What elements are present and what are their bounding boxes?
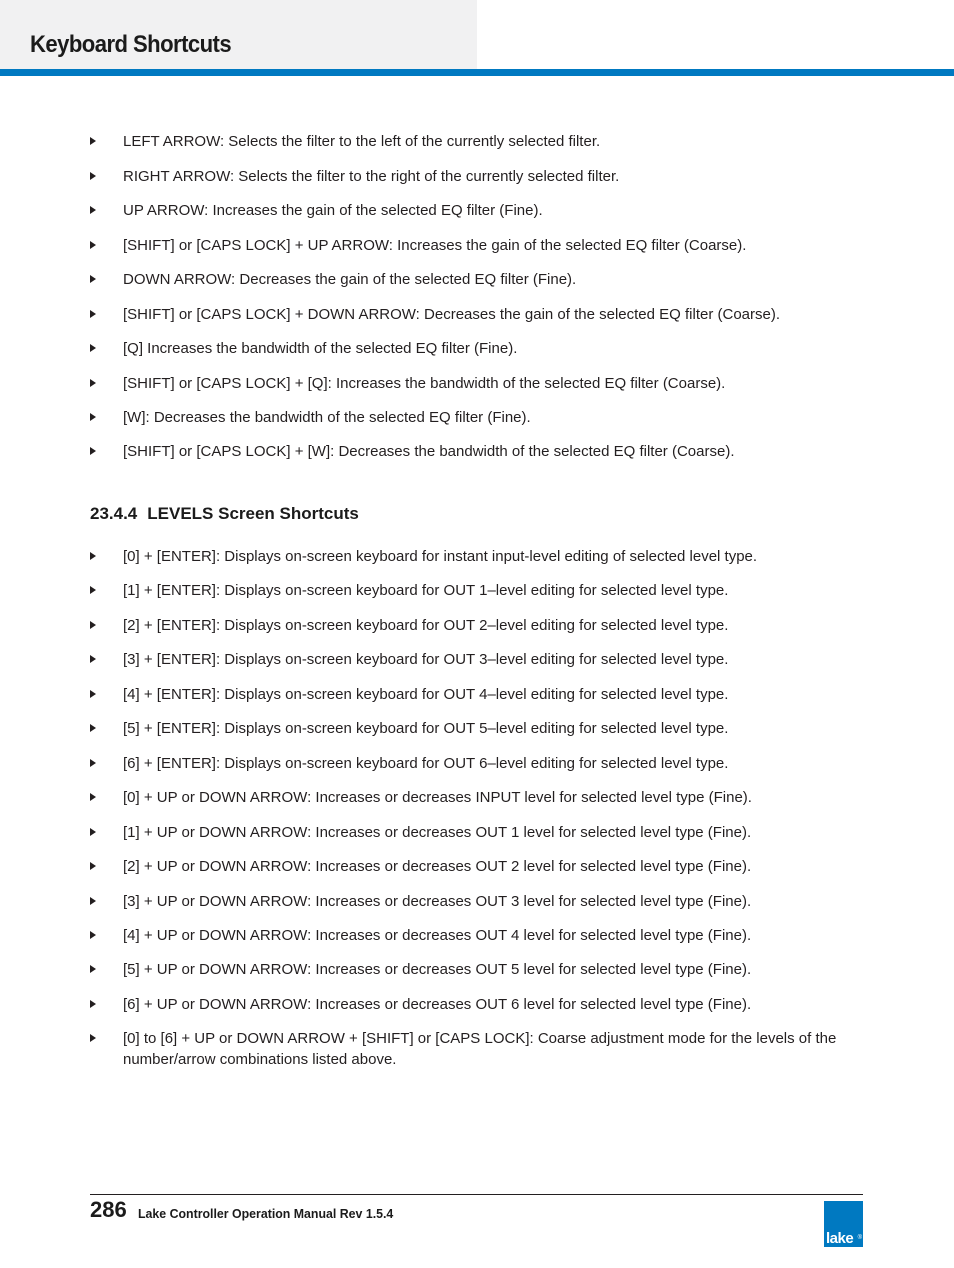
list-item-text: [W]: Decreases the bandwidth of the selected EQ filter (Fine). [123,409,531,426]
list-item-text: [3] + UP or DOWN ARROW: Increases or decreases OUT 3 level for selected level type (Fine). [123,893,752,910]
list-item-text: RIGHT ARROW: Selects the filter to the right of the currently selected filter. [123,168,620,185]
page-title: Keyboard Shortcuts [30,31,232,58]
list-item-text: [0] + UP or DOWN ARROW: Increases or decreases INPUT level for selected level type (Fine). [123,789,752,806]
bullet-triangle-icon [90,690,96,698]
bullet-triangle-icon [90,862,96,870]
page-number: 286 [90,1197,127,1222]
list-item [90,304,870,325]
list-item-text: [SHIFT] or [CAPS LOCK] + [Q]: Increases the bandwidth of the selected EQ filter (Coarse). [123,375,726,392]
bullet-triangle-icon [90,1000,96,1008]
list-item [90,718,870,739]
list-item-text: [4] + UP or DOWN ARROW: Increases or decreases OUT 4 level for selected level type (Fine). [123,927,752,944]
list-item-text: [2] + [ENTER]: Displays on-screen keyboard for OUT 2–level editing for selected level type. [123,617,729,634]
logo-wordmark: lake [826,1230,854,1247]
bullet-triangle-icon [90,586,96,594]
list-item [90,131,870,152]
list-item-text: [1] + UP or DOWN ARROW: Increases or decreases OUT 1 level for selected level type (Fine). [123,824,752,841]
bullet-triangle-icon [90,552,96,560]
bullet-triangle-icon [90,137,96,145]
bullet-triangle-icon [90,413,96,421]
list-item-text: [Q] Increases the bandwidth of the selected EQ filter (Fine). [123,340,518,357]
bullet-triangle-icon [90,241,96,249]
list-item [90,753,870,774]
bullet-triangle-icon [90,931,96,939]
list-item [90,1028,870,1070]
list-item-text: [SHIFT] or [CAPS LOCK] + DOWN ARROW: Decreases the gain of the selected EQ filter (Coarse). [123,306,781,323]
section-number: 23.4.4 [90,504,138,523]
list-item [90,994,870,1015]
list-item-text: [6] + [ENTER]: Displays on-screen keyboard for OUT 6–level editing for selected level type. [123,755,729,772]
list-item [90,373,870,394]
bullet-triangle-icon [90,172,96,180]
list-item [90,959,870,980]
manual-title: Lake Controller Operation Manual Rev 1.5.4 [138,1206,394,1221]
bullet-triangle-icon [90,344,96,352]
section-title: LEVELS Screen Shortcuts [147,504,359,523]
list-item [90,441,870,462]
registered-mark-icon: ® [857,1235,862,1241]
list-item [90,546,870,567]
list-item [90,338,870,359]
header-divider [0,69,954,76]
footer-divider [90,1194,863,1195]
list-item [90,856,870,877]
bullet-triangle-icon [90,275,96,283]
list-item [90,615,870,636]
bullet-triangle-icon [90,379,96,387]
section-heading [90,503,359,525]
list-item-text: [5] + UP or DOWN ARROW: Increases or decreases OUT 5 level for selected level type (Fine). [123,961,752,978]
bullet-triangle-icon [90,1034,96,1042]
list-item [90,200,870,221]
list-item-text: [SHIFT] or [CAPS LOCK] + [W]: Decreases the bandwidth of the selected EQ filter (Coarse). [123,443,735,460]
bullet-triangle-icon [90,759,96,767]
bullet-triangle-icon [90,793,96,801]
list-item-text: [5] + [ENTER]: Displays on-screen keyboard for OUT 5–level editing for selected level type. [123,720,729,737]
bullet-triangle-icon [90,897,96,905]
list-item [90,649,870,670]
list-item [90,787,870,808]
bullet-triangle-icon [90,724,96,732]
list-item-text: [6] + UP or DOWN ARROW: Increases or decreases OUT 6 level for selected level type (Fine). [123,996,752,1013]
list-item [90,166,870,187]
bullet-triangle-icon [90,965,96,973]
lake-logo-icon [824,1201,863,1247]
list-item [90,235,870,256]
bullet-triangle-icon [90,447,96,455]
list-item [90,891,870,912]
list-item-text: [4] + [ENTER]: Displays on-screen keyboard for OUT 4–level editing for selected level type. [123,686,729,703]
bullet-triangle-icon [90,206,96,214]
list-item-text: UP ARROW: Increases the gain of the selected EQ filter (Fine). [123,202,543,219]
list-item [90,684,870,705]
list-item-text: [1] + [ENTER]: Displays on-screen keyboard for OUT 1–level editing for selected level type. [123,582,729,599]
bullet-triangle-icon [90,621,96,629]
list-item-text: [0] + [ENTER]: Displays on-screen keyboard for instant input-level editing of selected level type. [123,548,758,565]
bullet-triangle-icon [90,310,96,318]
list-item-text: LEFT ARROW: Selects the filter to the left of the currently selected filter. [123,133,601,150]
list-item-text: [SHIFT] or [CAPS LOCK] + UP ARROW: Increases the gain of the selected EQ filter (Coarse). [123,237,747,254]
bullet-triangle-icon [90,655,96,663]
list-item-text: [0] to [6] + UP or DOWN ARROW + [SHIFT] or [CAPS LOCK]: Coarse adjustment mode for the levels of the number/arrow combinations listed above. [123,1030,837,1068]
list-item [90,580,870,601]
list-item [90,925,870,946]
list-item-text: [2] + UP or DOWN ARROW: Increases or decreases OUT 2 level for selected level type (Fine). [123,858,752,875]
list-item [90,269,870,290]
bullet-triangle-icon [90,828,96,836]
list-item [90,407,870,428]
list-item [90,822,870,843]
list-item-text: DOWN ARROW: Decreases the gain of the selected EQ filter (Fine). [123,271,577,288]
list-item-text: [3] + [ENTER]: Displays on-screen keyboard for OUT 3–level editing for selected level type. [123,651,729,668]
